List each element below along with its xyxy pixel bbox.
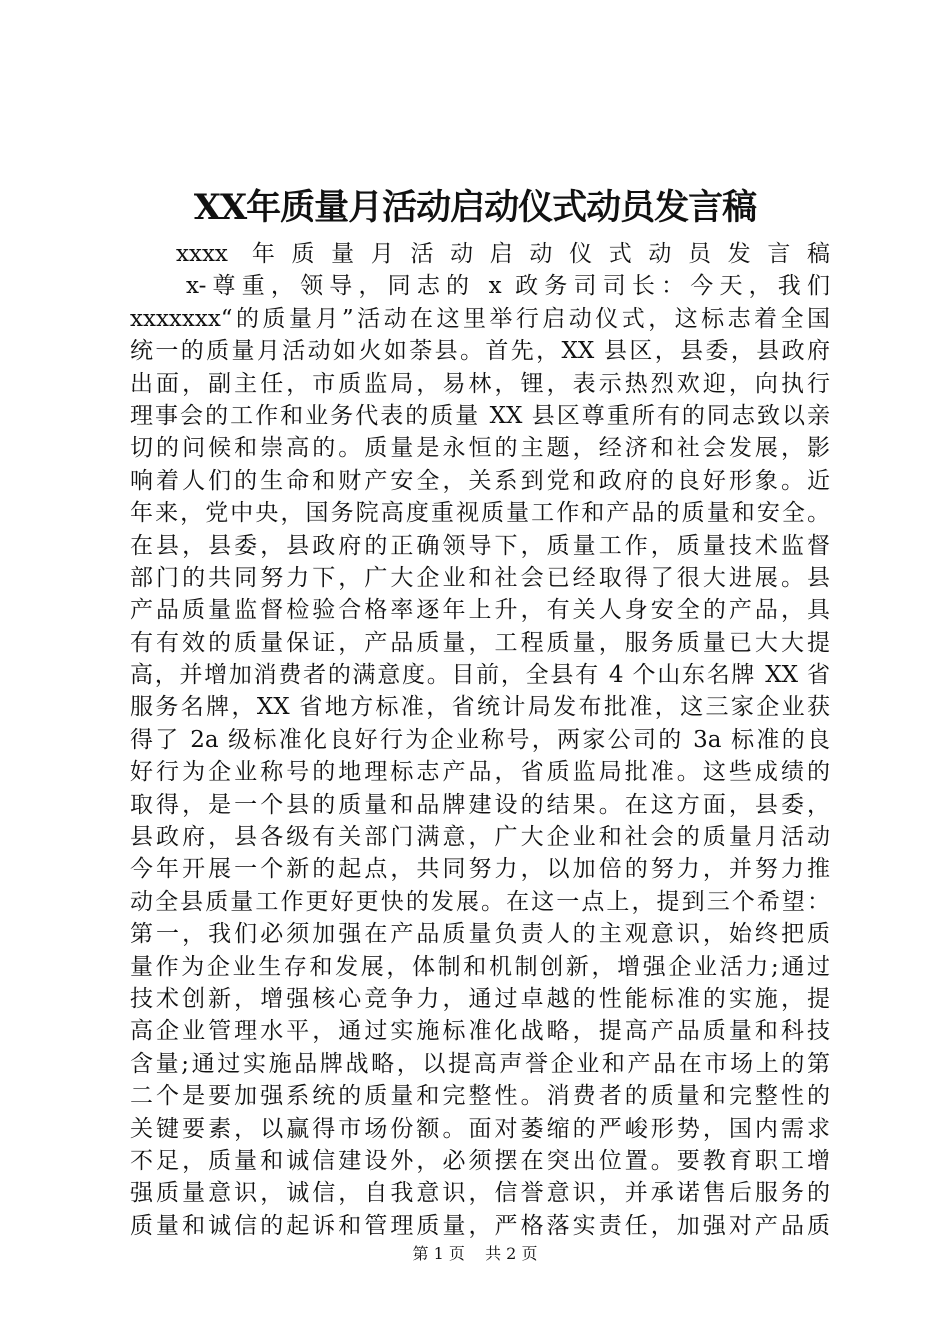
body-line: 得了 2a 级标准化良好行为企业称号，两家公司的 3a 标准的良 <box>130 726 830 753</box>
body-line: x-尊重，领导，同志的 x 政务司司长：今天，我们 <box>186 273 830 300</box>
body-line: 强质量意识，诚信，自我意识，信誉意识，并承诺售后服务的 <box>130 1180 830 1207</box>
body-line: xxxxxxx“的质量月”活动在这里举行启动仪式，这标志着全国 <box>130 305 830 332</box>
page-number-current: 第 1 页 <box>412 1244 465 1263</box>
body-line: 量作为企业生存和发展，体制和机制创新，增强企业活力;通过 <box>130 953 830 980</box>
body-line: 服务名牌，XX 省地方标准，省统计局发布批准，这三家企业获 <box>130 694 830 721</box>
body-line: 县政府，县各级有关部门满意，广大企业和社会的质量月活动 <box>130 824 830 851</box>
body-line: 第一，我们必须加强在产品质量负责人的主观意识，始终把质 <box>130 921 830 948</box>
body-line: 高，并增加消费者的满意度。目前，全县有 4 个山东名牌 XX 省 <box>130 662 830 689</box>
body-line: 动全县质量工作更好更快的发展。在这一点上，提到三个希望： <box>130 888 830 915</box>
body-line: 年来，党中央，国务院高度重视质量工作和产品的质量和安全。 <box>130 500 830 527</box>
body-line: 取得，是一个县的质量和品牌建设的结果。在这方面，县委， <box>130 791 830 818</box>
body-line: 在县，县委，县政府的正确领导下，质量工作，质量技术监督 <box>130 532 830 559</box>
body-line: 有有效的质量保证，产品质量，工程质量，服务质量已大大提 <box>130 629 830 656</box>
body-line: 部门的共同努力下，广大企业和社会已经取得了很大进展。县 <box>130 564 830 591</box>
body-line: 关键要素，以赢得市场份额。面对萎缩的严峻形势，国内需求 <box>130 1115 830 1142</box>
body-line: 技术创新，增强核心竞争力，通过卓越的性能标准的实施，提 <box>130 985 830 1012</box>
body-subtitle-line: xxxx 年质量月活动启动仪式动员发言稿 <box>176 241 830 267</box>
body-line: 高企业管理水平，通过实施标准化战略，提高产品质量和科技 <box>130 1018 830 1045</box>
body-line: 质量和诚信的起诉和管理质量，严格落实责任，加强对产品质 <box>130 1212 830 1239</box>
body-line: 响着人们的生命和财产安全，关系到党和政府的良好形象。近 <box>130 467 830 494</box>
page-footer <box>0 1242 950 1266</box>
body-line: 好行为企业称号的地理标志产品，省质监局批准。这些成绩的 <box>130 759 830 786</box>
body-line: 不足，质量和诚信建设外，必须摆在突出位置。要教育职工增 <box>130 1147 830 1174</box>
document-body <box>130 238 830 1242</box>
body-line: 统一的质量月活动如火如荼县。首先，XX 县区，县委，县政府 <box>130 338 830 365</box>
page-number-total: 共 2 页 <box>485 1244 538 1263</box>
body-line: 理事会的工作和业务代表的质量 XX 县区尊重所有的同志致以亲 <box>130 402 830 429</box>
document-title: XX年质量月活动启动仪式动员发言稿 <box>193 187 757 228</box>
body-line: 二个是要加强系统的质量和完整性。消费者的质量和完整性的 <box>130 1083 830 1110</box>
body-line: 含量;通过实施品牌战略，以提高声誉企业和产品在市场上的第 <box>130 1050 830 1077</box>
body-line: 今年开展一个新的起点，共同努力，以加倍的努力，并努力推 <box>130 856 830 883</box>
body-line: 出面，副主任，市质监局，易林，锂，表示热烈欢迎，向执行 <box>130 370 830 397</box>
body-line: 产品质量监督检验合格率逐年上升，有关人身安全的产品，具 <box>130 597 830 624</box>
body-line: 切的问候和崇高的。质量是永恒的主题，经济和社会发展，影 <box>130 435 830 462</box>
